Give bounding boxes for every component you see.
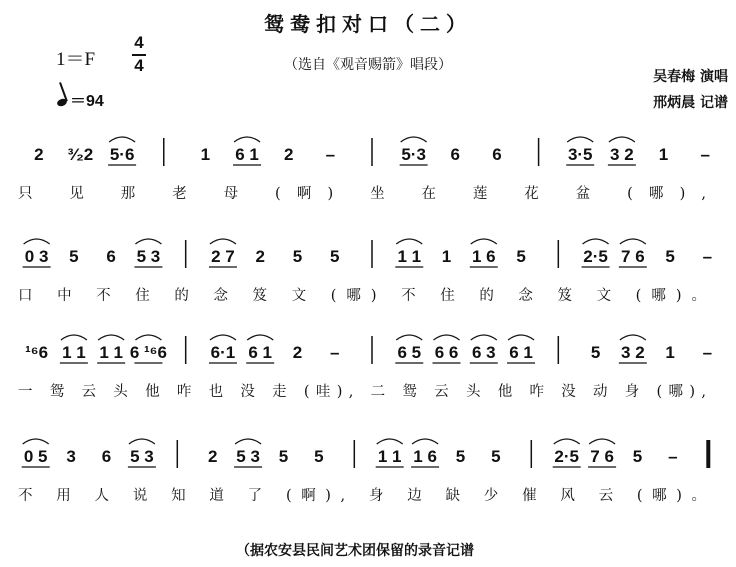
note-group: – <box>668 447 678 466</box>
score-row <box>18 335 712 400</box>
slur-arc <box>589 439 615 444</box>
note-group: 6 5 <box>397 343 422 362</box>
time-signature-bottom: 4 <box>134 56 144 75</box>
note-group: 2 7 <box>211 247 235 266</box>
singer-credit: 吴春梅 演唱 <box>653 69 728 85</box>
note-group: 2 <box>207 447 218 466</box>
slur-arc <box>620 239 646 244</box>
slur-arc <box>471 239 497 244</box>
slur-arc <box>396 335 422 340</box>
note-group: 2·5 <box>554 447 579 466</box>
note-group: 5 <box>455 447 466 466</box>
note-group: 5 <box>516 247 526 266</box>
slur-arc <box>412 439 438 444</box>
note-group: 1 1 <box>397 247 422 266</box>
notator-credit: 邢炳晨 记谱 <box>653 95 728 111</box>
note-group: 6 1 <box>248 343 273 362</box>
note-group: – <box>330 343 340 362</box>
score-row <box>18 137 710 202</box>
slur-arc <box>135 239 161 244</box>
note-group: 6 6 <box>434 343 459 362</box>
note-group: 1 1 <box>99 343 123 362</box>
note-group: 5 <box>330 247 340 266</box>
slur-arc <box>377 439 403 444</box>
slur-arc <box>396 239 422 244</box>
note-group: 5 3 <box>236 447 260 466</box>
note-group: – <box>325 145 336 164</box>
note-group: 3 <box>66 447 76 466</box>
slur-arc <box>61 335 87 340</box>
note-group: 6 ¹⁶6 <box>129 343 167 362</box>
note-group: 5 3 <box>136 247 161 266</box>
slur-arc <box>508 335 534 340</box>
note-group: 6 1 <box>235 145 259 164</box>
note-group: 5 <box>632 447 643 466</box>
note-group: 5 <box>665 247 675 266</box>
slur-arc <box>471 335 497 340</box>
lyrics-line: 只 见 那 老 母 (啊) 坐 在 莲 花 盆 (哪), <box>18 186 706 202</box>
slur-arc <box>620 335 646 340</box>
source-note: （据农安县民间艺术团保留的录音记谱 <box>236 543 474 559</box>
score-row <box>18 239 712 304</box>
note-group: 0 5 <box>23 447 48 466</box>
note-group: 5·6 <box>109 145 135 164</box>
note-group: 1 <box>441 247 452 266</box>
note-group: 6 <box>106 247 116 266</box>
note-group: 3 2 <box>621 343 645 362</box>
note-group: 1 1 <box>377 447 402 466</box>
score-row <box>18 439 708 504</box>
note-group: 5 <box>590 343 601 362</box>
note-group: 1 6 <box>413 447 437 466</box>
slur-arc <box>210 239 236 244</box>
note-group: 6 <box>101 447 112 466</box>
slur-arc <box>609 137 635 142</box>
slur-arc <box>98 335 124 340</box>
lyrics-line: 不 用 人 说 知 道 了 (啊), 身 边 缺 少 催 风 云 (哪)。 <box>18 488 707 504</box>
note-group: 1 <box>658 145 669 164</box>
note-group: 1 1 <box>62 343 86 362</box>
note-group: 2 <box>34 145 44 164</box>
key-signature: 1＝F <box>56 49 96 70</box>
slur-arc <box>401 137 427 142</box>
note-group: 5 <box>69 247 79 266</box>
note-group: 6 <box>450 145 461 164</box>
slur-arc <box>135 335 161 340</box>
slur-arc <box>210 335 236 340</box>
note-group: ¹⁶6 <box>25 343 49 362</box>
song-title: 鸳鸯扣对口（二） <box>264 12 472 36</box>
note-group: 6 1 <box>509 343 533 362</box>
note-group: 2 <box>255 247 265 266</box>
note-group: 2·5 <box>583 247 608 266</box>
slur-arc <box>24 239 50 244</box>
note-group: 6 <box>492 145 502 164</box>
slur-arc <box>247 335 273 340</box>
lyrics-line: 口 中 不 住 的 念 笈 文 (哪) 不 住 的 念 笈 文 (哪)。 <box>18 288 707 304</box>
note-group: 0 3 <box>24 247 49 266</box>
note-group: 5 <box>278 447 289 466</box>
note-group: 1 <box>665 343 675 362</box>
note-group: 5·3 <box>401 145 426 164</box>
note-group: 5 <box>314 447 324 466</box>
note-group: – <box>702 247 713 266</box>
slur-arc <box>583 239 609 244</box>
note-group: 5 3 <box>130 447 154 466</box>
note-group: 7 6 <box>590 447 614 466</box>
note-group: 2 <box>283 145 294 164</box>
note-group: 3·5 <box>567 145 593 164</box>
slur-arc <box>234 137 260 142</box>
tempo-value: ＝94 <box>70 93 104 110</box>
note-group: ³⁄₂2 <box>67 145 94 164</box>
note-group: 5 <box>292 247 303 266</box>
lyrics-line: 一 鸳 云 头 他 咋 也 没 走 (哇), 二 鸳 云 头 他 咋 没 动 身 (哪), <box>18 384 706 400</box>
slur-arc <box>109 137 135 142</box>
note-group: 2 <box>292 343 303 362</box>
note-group: 5 <box>491 447 501 466</box>
note-group: – <box>700 145 710 164</box>
note-group: 6·1 <box>210 343 236 362</box>
note-group: 3 2 <box>610 145 634 164</box>
note-group: 6 3 <box>471 343 496 362</box>
slur-arc <box>23 439 49 444</box>
note-group: – <box>702 343 713 362</box>
slur-arc <box>434 335 460 340</box>
slur-arc <box>129 439 155 444</box>
slur-arc <box>554 439 580 444</box>
note-group: 7 6 <box>621 247 645 266</box>
time-signature-top: 4 <box>134 33 144 52</box>
note-group: 1 6 <box>471 247 496 266</box>
note-group: 1 <box>200 145 211 164</box>
slur-arc <box>235 439 261 444</box>
song-subtitle: （选自《观音赐箭》唱段） <box>284 57 452 73</box>
slur-arc <box>567 137 593 142</box>
